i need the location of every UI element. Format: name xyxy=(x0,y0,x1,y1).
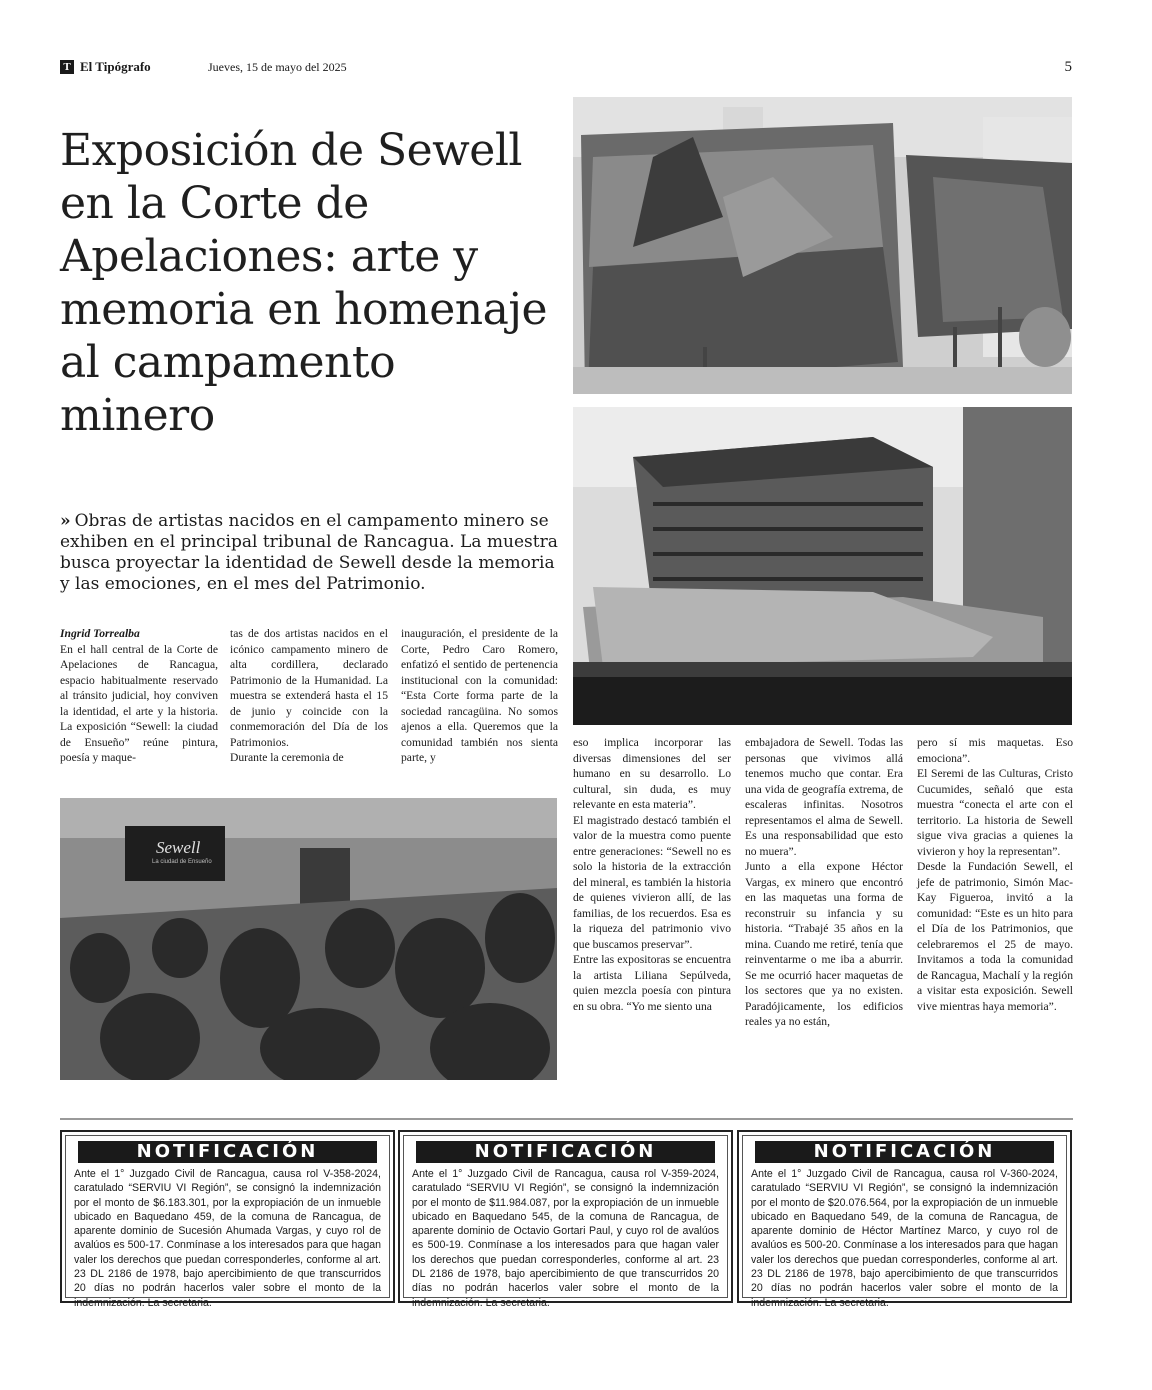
article-paragraph: inauguración, el presidente de la Corte, Pedro Caro Romero, enfatizó el sentido de pertenencia institucional con la comunidad: “Esta Corte forma parte de la sociedad rancagüina. No somos ajenos a ella. Queremos que la comunidad también nos sienta parte, y xyxy=(401,627,558,764)
notice-text: Ante el 1° Juzgado Civil de Rancagua, causa rol V-360-2024, caratulado “SERVIU VI Región”, se consignó la indemnización por el monto de $20.076.564, por la expropiación de un inmueble ubicado en Baquedano 549, de la comuna de Rancagua, de aparente dominio de Héctor Martínez Marco, y cuyo rol de avalúos es 500-20. Conmínase a los interesados para que hagan valer los derechos que puedan corresponderles, conforme al art. 23 DL 2186 de 1978, bajo apercibimiento de que transcurridos 20 días no podrán hacerlos valer sobre el monto de la indemnización. La secretaria. xyxy=(751,1168,1058,1309)
lede-marker: » xyxy=(60,511,71,531)
section-divider xyxy=(60,1118,1073,1120)
article-column-5 xyxy=(745,735,903,1030)
article-paragraph: Entre las expositoras se encuentra la artista Liliana Sepúlveda, quien mezcla poesía con pintura en su obra. “Yo me siento una xyxy=(573,953,731,1013)
notice-text: Ante el 1° Juzgado Civil de Rancagua, causa rol V-359-2024, caratulado “SERVIU VI Región”, se consignó la indemnización por el monto de $11.984.087, por la expropiación de un inmueble ubicado en Baquedano 545, de la comuna de Rancagua, de aparente dominio de Octavio Gortari Paul, y cuyo rol de avalúos es 500-19. Conmínase a los interesados para que hagan valer los derechos que puedan corresponderles, conforme al art. 23 DL 2186 de 1978, bajo apercibimiento de que transcurridos 20 días no podrán hacerlos valer sobre el monto de la indemnización. La secretaria. xyxy=(412,1168,719,1309)
article-column-1 xyxy=(60,626,218,766)
legal-notice-3 xyxy=(737,1130,1072,1309)
photo-sewell-building-model xyxy=(573,407,1072,725)
notice-title: NOTIFICACIÓN xyxy=(755,1141,1054,1163)
screen-title: Sewell xyxy=(156,838,201,857)
article-paragraph: embajadora de Sewell. Todas las personas que vivimos allá tenemos mucho que contar. Era una vida de geografía extrema, de escaleras infinitas. Nosotros representamos el alma de Sewell. Es una responsabilidad que esto no muera”. xyxy=(745,736,903,858)
legal-notice-2 xyxy=(398,1130,733,1309)
lede-text: Obras de artistas nacidos en el campamento minero se exhiben en el principal tribunal de Rancagua. La muestra busca proyectar la identidad de Sewell desde la memoria y las emociones, en el mes del Patrimonio. xyxy=(60,511,558,594)
issue-date: Jueves, 15 de mayo del 2025 xyxy=(208,60,347,74)
article-paragraph: Durante la ceremonia de xyxy=(230,751,344,764)
notice-title: NOTIFICACIÓN xyxy=(78,1141,377,1163)
article-column-2 xyxy=(230,626,388,766)
article-paragraph: El magistrado destacó también el valor de la muestra como puente entre generaciones: “Sewell no es solo la historia de la extracción del mineral, es también la historia de quienes vivieron allí, de las familias, de los recuerdos. Esa es la riqueza del patrimonio vivo que buscamos preservar”. xyxy=(573,813,731,951)
article-paragraph: El Seremi de las Culturas, Cristo Cucumides, señaló que esta muestra “conecta el arte con el territorio. La historia de Sewell sigue viva gracias a quienes la vivieron y hoy la representan”. xyxy=(917,767,1073,858)
photo-inauguration-audience xyxy=(60,798,557,1080)
article-paragraph: En el hall central de la Corte de Apelaciones de Rancagua, espacio habitualmente reservado al tránsito judicial, hoy conviven la identidad, el arte y la historia. La exposición “Sewell: la ciudad de Ensueño” reúne pintura, poesía y maque- xyxy=(60,642,218,764)
article-paragraph: Junto a ella expone Héctor Vargas, ex minero que encontró en las maquetas una forma de reconstruir su infancia y su historia. “Trabajé 35 años en la mina. Cuando me retiré, tenía que reinventarme o me iba a aburrir. Se me ocurrió hacer maquetas de los sectores que ya no existen. Paradójicamente, los edificios reales ya no están, xyxy=(745,860,903,1028)
article-column-3 xyxy=(401,626,558,766)
article-lede xyxy=(60,511,560,595)
article-paragraph: pero sí mis maquetas. Eso emociona”. xyxy=(917,736,1073,765)
newspaper-name: El Tipógrafo xyxy=(80,59,151,74)
notice-frame xyxy=(742,1135,1067,1309)
screen-subtitle: La ciudad de Ensueño xyxy=(152,859,212,865)
article-paragraph: tas de dos artistas nacidos en el icónico campamento minero de alta cordillera, declarado Patrimonio de la Humanidad. La muestra se extenderá hasta el 15 de junio y coincide con la conmemoración del Día de los Patrimonios. xyxy=(230,627,388,749)
article-byline: Ingrid Torrealba xyxy=(60,627,140,640)
article-paragraph: Desde la Fundación Sewell, el jefe de patrimonio, Simón Mac-Kay Figueroa, invitó a la comunidad: “Este es un hito para el Día de los Patrimonios, que celebraremos el 25 de mayo. Invitamos a toda la comunidad de Rancagua, Machalí y la región a visitar esta exposición. Sewell vive mientras haya memoria”. xyxy=(917,860,1073,1013)
page-number: 5 xyxy=(1064,59,1072,75)
notice-text: Ante el 1° Juzgado Civil de Rancagua, causa rol V-358-2024, caratulado “SERVIU VI Región”, se consignó la indemnización por el monto de $6.183.301, por la expropiación de un inmueble ubicado en Baquedano 459, de la comuna de Rancagua, de aparente dominio de Sucesión Ahumada Vargas, y cuyo rol de avalúos es 500-17. Conmínase a los interesados para que hagan valer los derechos que puedan corresponderles, conforme al art. 23 DL 2186 de 1978, bajo apercibimiento de que transcurridos 20 días no podrán hacerlos valer sobre el monto de la indemnización. La secretaria. xyxy=(74,1168,381,1309)
newspaper-logo-icon: T xyxy=(60,60,74,74)
article-column-4 xyxy=(573,735,731,1014)
article-headline: Exposición de Sewell en la Corte de Apelaciones: arte y memoria en homenaje al campamento minero xyxy=(60,125,548,441)
notice-frame xyxy=(65,1135,390,1309)
page-header xyxy=(60,58,1080,78)
article-column-6 xyxy=(917,735,1073,1014)
legal-notice-1 xyxy=(60,1130,395,1309)
notice-title: NOTIFICACIÓN xyxy=(416,1141,715,1163)
notice-frame xyxy=(403,1135,728,1309)
article-paragraph: eso implica incorporar las diversas dimensiones del ser humano en su desarrollo. Lo cultural, sin duda, es muy relevante en esta materia”. xyxy=(573,736,731,811)
photo-paintings-exhibition xyxy=(573,97,1072,394)
